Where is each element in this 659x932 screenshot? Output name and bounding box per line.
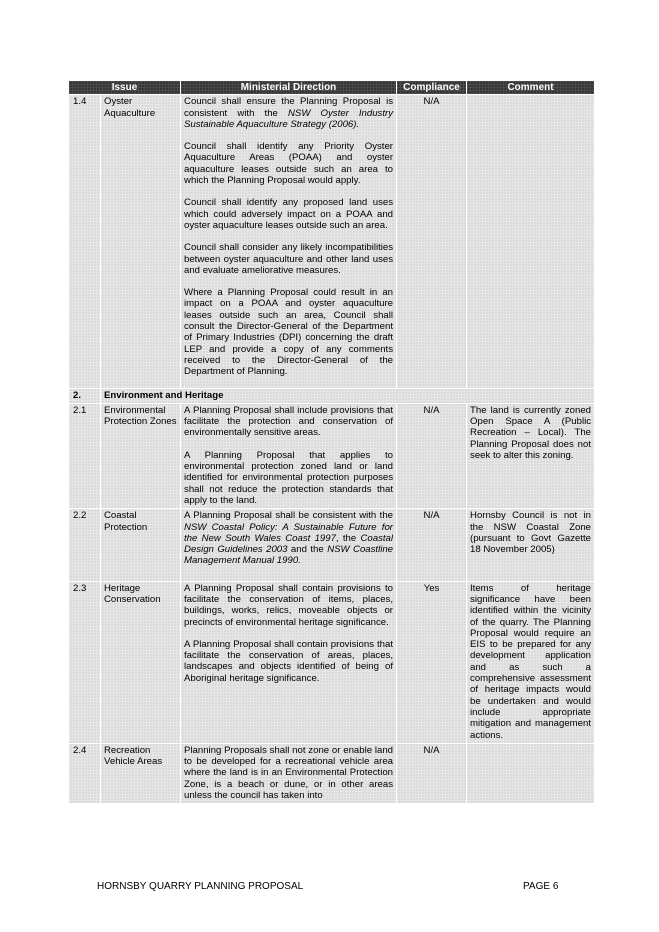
row-number: 2.3 bbox=[69, 581, 101, 743]
direction-paragraph: Planning Proposals shall not zone or enable land to be developed for a recreational vehicle area where the land is in an Environmental Protection Zone, is a beach or dune, or in other areas unless the council has taken into bbox=[184, 744, 394, 802]
section-row bbox=[69, 388, 595, 403]
row-direction bbox=[181, 403, 397, 508]
table-row bbox=[69, 95, 595, 388]
table-row bbox=[69, 403, 595, 508]
table-row bbox=[69, 509, 595, 581]
row-comment: The land is currently zoned Open Space A (Public Recreation – Local). The Planning Proposal does not seek to alter this zoning. bbox=[467, 403, 595, 508]
row-comment: Items of heritage significance have been identified within the vicinity of the quarry. The Planning Proposal would require an EIS to be prepared for any development application and as such a comprehensive assessment of heritage impacts would be undertaken and would include appropriate mitigation and management actions. bbox=[467, 581, 595, 743]
header-compliance: Compliance bbox=[397, 81, 467, 95]
ministerial-directions-table bbox=[68, 80, 595, 804]
section-title: Environment and Heritage bbox=[101, 388, 595, 403]
row-number: 2.4 bbox=[69, 743, 101, 803]
row-direction bbox=[181, 95, 397, 388]
row-compliance: N/A bbox=[397, 743, 467, 803]
direction-paragraph: Council shall identify any Priority Oyster Aquaculture Areas (POAA) and oyster aquaculture leases outside such an area to which the Planning Proposal would apply. bbox=[184, 141, 394, 187]
direction-paragraph: A Planning Proposal shall contain provisions that facilitate the conservation of areas, places, landscapes and objects identified of being of Aboriginal heritage significance. bbox=[184, 638, 394, 684]
row-comment bbox=[467, 95, 595, 388]
row-issue: Recreation Vehicle Areas bbox=[101, 743, 181, 803]
header-issue: Issue bbox=[69, 81, 181, 95]
row-number: 2.1 bbox=[69, 403, 101, 508]
row-compliance: Yes bbox=[397, 581, 467, 743]
direction-paragraph: Council shall consider any likely incompatibilities between oyster aquaculture and other land uses and evaluate ameliorative measures. bbox=[184, 242, 394, 276]
header-comment: Comment bbox=[467, 81, 595, 95]
row-comment: Hornsby Council is not in the NSW Coastal Zone (pursuant to Govt Gazette 18 November 2005) bbox=[467, 509, 595, 581]
row-comment bbox=[467, 743, 595, 803]
row-direction bbox=[181, 509, 397, 581]
direction-paragraph: A Planning Proposal shall be consistent with the NSW Coastal Policy: A Sustainable Future for the New South Wales Coast 1997, the Coastal Design Guidelines 2003 and the NSW Coastline Management Manual 1990. bbox=[184, 510, 394, 567]
row-compliance: N/A bbox=[397, 403, 467, 508]
row-issue: Environmental Protection Zones bbox=[101, 403, 181, 508]
table-row bbox=[69, 743, 595, 803]
row-direction bbox=[181, 743, 397, 803]
direction-paragraph: Where a Planning Proposal could result in an impact on a POAA and oyster aquaculture leases outside such an area, Council shall consult the Director-General of the Department of Primary Industries (DPI) concerning the draft LEP and provide a copy of any comments received to the Director-General of the Department of Planning. bbox=[184, 287, 394, 378]
section-number: 2. bbox=[69, 388, 101, 403]
footer-document-title: HORNSBY QUARRY PLANNING PROPOSAL bbox=[97, 881, 304, 892]
footer-page-number: PAGE 6 bbox=[523, 881, 559, 892]
row-direction bbox=[181, 581, 397, 743]
row-number: 1.4 bbox=[69, 95, 101, 388]
direction-paragraph: A Planning Proposal shall include provisions that facilitate the protection and conservation of environmentally sensitive areas. bbox=[184, 404, 394, 439]
row-issue: Coastal Protection bbox=[101, 509, 181, 581]
row-number: 2.2 bbox=[69, 509, 101, 581]
header-ministerial-direction: Ministerial Direction bbox=[181, 81, 397, 95]
direction-paragraph: Council shall identify any proposed land uses which could adversely impact on a POAA and oyster aquaculture leases outside such an area. bbox=[184, 197, 394, 231]
table-row bbox=[69, 581, 595, 743]
row-issue: Heritage Conservation bbox=[101, 581, 181, 743]
direction-paragraph: A Planning Proposal shall contain provisions to facilitate the conservation of items, places, buildings, works, relics, moveable objects or precincts of environmental heritage significance. bbox=[184, 582, 394, 628]
direction-paragraph: A Planning Proposal that applies to environmental protection zoned land or land identified for environmental protection purposes shall not reduce the protection standards that apply to the land. bbox=[184, 449, 394, 506]
row-compliance: N/A bbox=[397, 95, 467, 388]
row-compliance: N/A bbox=[397, 509, 467, 581]
row-issue: Oyster Aquaculture bbox=[101, 95, 181, 388]
table-header-row bbox=[69, 81, 595, 95]
direction-paragraph: Council shall ensure the Planning Proposal is consistent with the NSW Oyster Industry Sustainable Aquaculture Strategy (2006). bbox=[184, 96, 394, 130]
